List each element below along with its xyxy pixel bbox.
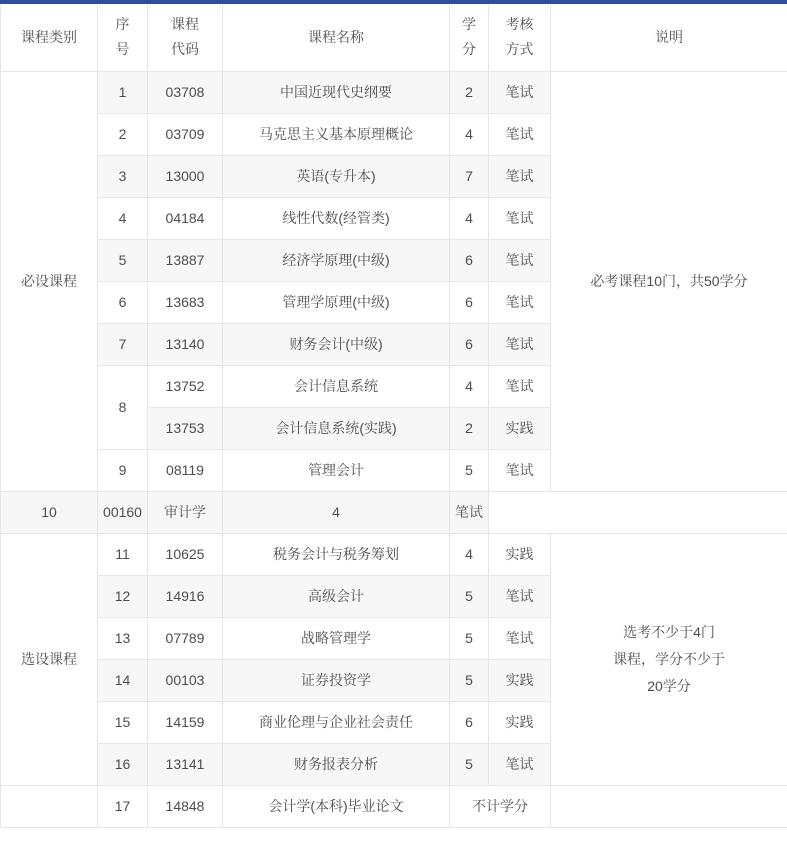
seq-cell: 9 [98, 449, 148, 491]
credit-cell: 5 [450, 575, 489, 617]
credit-cell: 6 [450, 239, 489, 281]
course-name-cell: 英语(专升本) [223, 155, 450, 197]
table-header [1, 2, 787, 71]
credit-assess-merged-cell: 不计学分 [450, 785, 551, 827]
seq-cell: 15 [98, 701, 148, 743]
code-cell: 10625 [148, 533, 223, 575]
credit-cell: 2 [450, 71, 489, 113]
code-cell: 00160 [98, 491, 148, 533]
assess-cell: 笔试 [489, 155, 551, 197]
course-name-cell: 经济学原理(中级) [223, 239, 450, 281]
code-cell: 13887 [148, 239, 223, 281]
table-row [1, 785, 787, 827]
credit-cell: 6 [450, 281, 489, 323]
code-cell: 00103 [148, 659, 223, 701]
credit-cell: 5 [450, 449, 489, 491]
assess-cell: 笔试 [489, 239, 551, 281]
code-cell: 13141 [148, 743, 223, 785]
assess-cell: 笔试 [489, 365, 551, 407]
code-cell: 14848 [148, 785, 223, 827]
assess-cell: 笔试 [489, 575, 551, 617]
seq-cell: 10 [1, 491, 98, 533]
assess-cell: 笔试 [489, 323, 551, 365]
assess-cell: 实践 [489, 659, 551, 701]
seq-cell: 13 [98, 617, 148, 659]
note-cell-elective: 选考不少于4门 课程，学分不少于 20学分 [551, 533, 787, 785]
category-cell-required: 必设课程 [1, 71, 98, 491]
assess-cell: 笔试 [489, 197, 551, 239]
seq-cell: 12 [98, 575, 148, 617]
course-name-cell: 商业伦理与企业社会责任 [223, 701, 450, 743]
course-name-cell: 管理会计 [223, 449, 450, 491]
code-cell: 14916 [148, 575, 223, 617]
header-category: 课程类别 [1, 2, 98, 71]
code-cell: 13753 [148, 407, 223, 449]
credit-cell: 4 [223, 491, 450, 533]
header-code: 课程 代码 [148, 2, 223, 71]
code-cell: 13683 [148, 281, 223, 323]
course-name-cell: 马克思主义基本原理概论 [223, 113, 450, 155]
code-cell: 04184 [148, 197, 223, 239]
credit-cell: 7 [450, 155, 489, 197]
credit-cell: 6 [450, 323, 489, 365]
seq-cell: 2 [98, 113, 148, 155]
category-cell-elective: 选设课程 [1, 533, 98, 785]
seq-cell: 3 [98, 155, 148, 197]
assess-cell: 笔试 [450, 491, 489, 533]
category-cell-empty [1, 785, 98, 827]
seq-cell: 16 [98, 743, 148, 785]
credit-cell: 5 [450, 743, 489, 785]
assess-cell: 笔试 [489, 281, 551, 323]
note-cell-empty [551, 785, 787, 827]
seq-cell: 5 [98, 239, 148, 281]
assess-cell: 笔试 [489, 71, 551, 113]
credit-cell: 5 [450, 617, 489, 659]
course-name-cell: 高级会计 [223, 575, 450, 617]
assess-cell: 笔试 [489, 113, 551, 155]
code-cell: 13000 [148, 155, 223, 197]
table-row [1, 491, 787, 533]
assess-cell: 笔试 [489, 449, 551, 491]
credit-cell: 4 [450, 533, 489, 575]
course-name-cell: 会计信息系统 [223, 365, 450, 407]
seq-cell: 6 [98, 281, 148, 323]
credit-cell: 5 [450, 659, 489, 701]
header-row [1, 2, 787, 71]
seq-cell: 14 [98, 659, 148, 701]
course-name-cell: 会计学(本科)毕业论文 [223, 785, 450, 827]
assess-cell: 实践 [489, 533, 551, 575]
credit-cell: 4 [450, 113, 489, 155]
assess-cell: 笔试 [489, 743, 551, 785]
table-body [1, 71, 787, 827]
seq-cell: 4 [98, 197, 148, 239]
seq-cell: 11 [98, 533, 148, 575]
course-name-cell: 税务会计与税务筹划 [223, 533, 450, 575]
course-name-cell: 中国近现代史纲要 [223, 71, 450, 113]
code-cell: 08119 [148, 449, 223, 491]
header-credit: 学 分 [450, 2, 489, 71]
course-name-cell: 审计学 [148, 491, 223, 533]
code-cell: 13752 [148, 365, 223, 407]
note-cell-required: 必考课程10门，共50学分 [551, 71, 787, 491]
course-name-cell: 线性代数(经管类) [223, 197, 450, 239]
credit-cell: 4 [450, 197, 489, 239]
assess-cell: 笔试 [489, 617, 551, 659]
code-cell: 03709 [148, 113, 223, 155]
header-seq: 序 号 [98, 2, 148, 71]
seq-cell: 17 [98, 785, 148, 827]
assess-cell: 实践 [489, 407, 551, 449]
seq-cell: 8 [98, 365, 148, 449]
credit-cell: 2 [450, 407, 489, 449]
course-name-cell: 会计信息系统(实践) [223, 407, 450, 449]
code-cell: 14159 [148, 701, 223, 743]
course-name-cell: 财务报表分析 [223, 743, 450, 785]
course-name-cell: 战略管理学 [223, 617, 450, 659]
code-cell: 07789 [148, 617, 223, 659]
course-name-cell: 管理学原理(中级) [223, 281, 450, 323]
credit-cell: 6 [450, 701, 489, 743]
course-name-cell: 财务会计(中级) [223, 323, 450, 365]
seq-cell: 7 [98, 323, 148, 365]
course-name-cell: 证券投资学 [223, 659, 450, 701]
table-row [1, 71, 787, 113]
header-course-name: 课程名称 [223, 2, 450, 71]
code-cell: 03708 [148, 71, 223, 113]
code-cell: 13140 [148, 323, 223, 365]
table-row [1, 533, 787, 575]
assess-cell: 实践 [489, 701, 551, 743]
credit-cell: 4 [450, 365, 489, 407]
header-assess: 考核 方式 [489, 2, 551, 71]
header-note: 说明 [551, 2, 787, 71]
seq-cell: 1 [98, 71, 148, 113]
